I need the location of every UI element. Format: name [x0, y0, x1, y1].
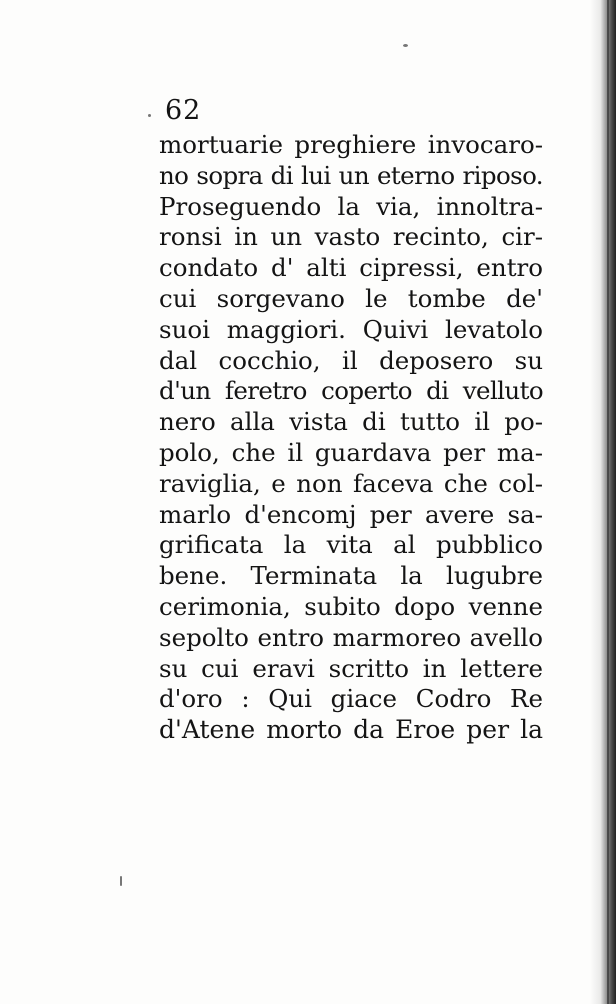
- page-edge-line: [607, 0, 609, 1004]
- text-line: polo, che il guardava per ma-: [159, 437, 543, 467]
- text-line: no sopra di lui un eterno riposo.: [159, 160, 543, 190]
- text-line: dal cocchio, il deposero su: [159, 345, 543, 375]
- text-line: bene. Terminata la lugubre: [159, 561, 543, 591]
- text-line: su cui eravi scritto in lettere: [159, 653, 543, 683]
- ink-speck: [148, 114, 151, 117]
- text-line: sepolto entro marmoreo avello: [159, 622, 543, 652]
- text-line: ronsi in un vasto recinto, cir-: [159, 222, 543, 252]
- text-line: d'oro : Qui giace Codro Re: [159, 684, 543, 714]
- text-line: d'Atene morto da Eroe per la: [159, 715, 543, 745]
- text-line: suoi maggiori. Quivi levatolo: [159, 314, 543, 344]
- text-line: nero alla vista di tutto il po-: [159, 407, 543, 437]
- page-edge-shadow: [590, 0, 616, 1004]
- text-line: cerimonia, subito dopo venne: [159, 591, 543, 621]
- text-line: d'un feretro coperto di velluto: [159, 376, 543, 406]
- text-line: marlo d'encomj per avere sa-: [159, 499, 543, 529]
- ink-speck: [403, 44, 408, 47]
- text-line: condato d' alti cipressi, entro: [159, 253, 543, 283]
- body-text: [159, 130, 543, 746]
- text-line: raviglia, e non faceva che col-: [159, 468, 543, 498]
- text-line: Proseguendo la via, innoltra-: [159, 191, 543, 221]
- text-line: grificata la vita al pubblico: [159, 530, 543, 560]
- page-number: 62: [165, 95, 202, 126]
- text-line: mortuarie preghiere invocaro-: [159, 130, 543, 159]
- text-line: cui sorgevano le tombe de': [159, 283, 543, 313]
- ink-speck: [120, 876, 122, 886]
